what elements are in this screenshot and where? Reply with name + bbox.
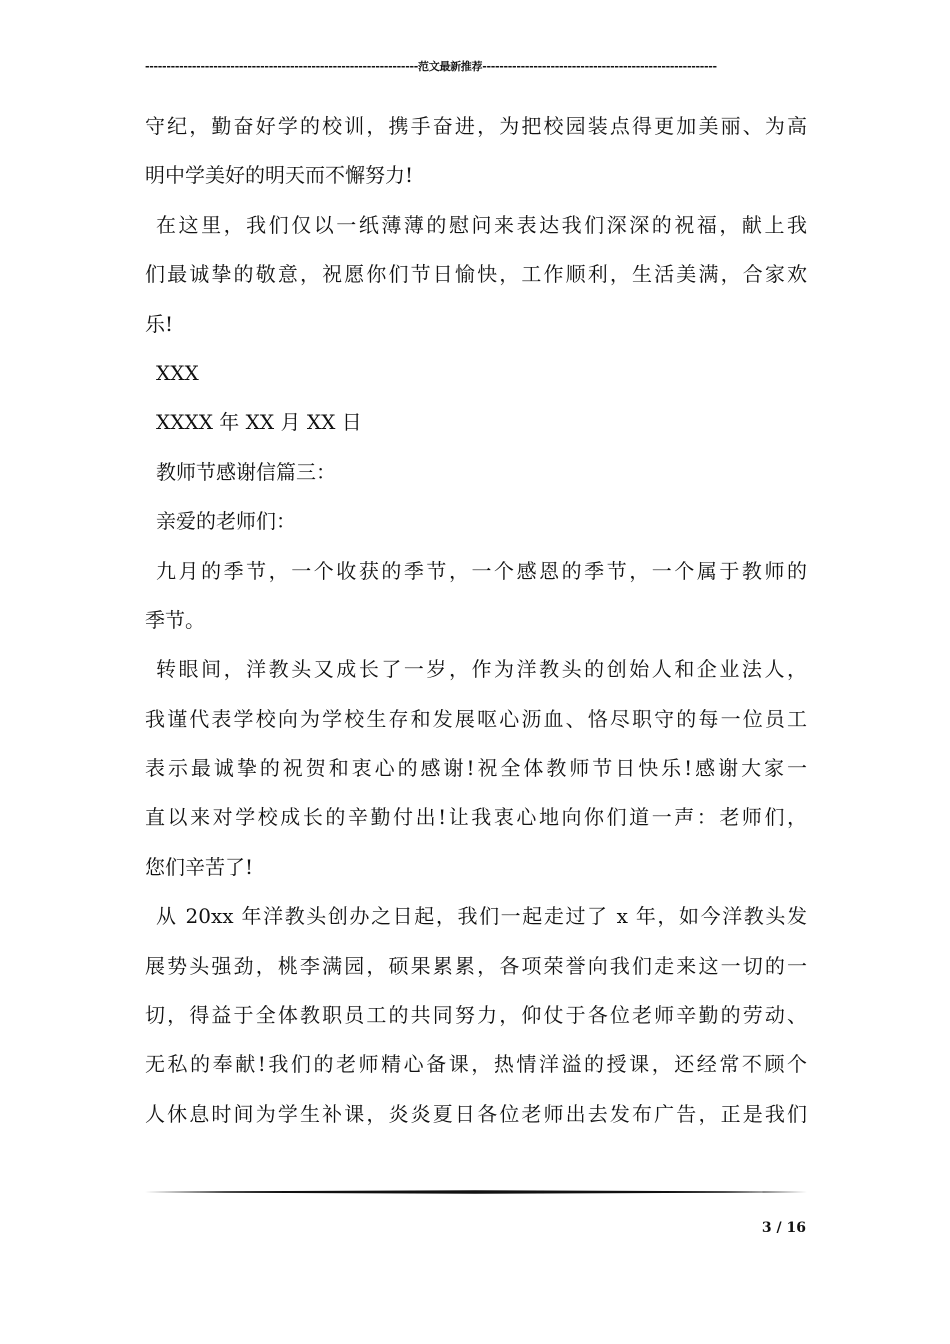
page-header	[145, 59, 805, 75]
text-line: 人休息时间为学生补课，炎炎夏日各位老师出去发布广告，正是我们	[145, 1101, 807, 1126]
text-line: 切，得益于全体教职员工的共同努力，仰仗于各位老师辛勤的劳动、	[145, 1003, 807, 1028]
text-line: 季节。	[145, 607, 205, 632]
footer-rule	[145, 1190, 807, 1194]
text-line: 您们辛苦了!	[145, 854, 254, 879]
text-line: 无私的奉献!我们的老师精心备课，热情洋溢的授课，还经常不顾个	[145, 1052, 807, 1077]
salutation: 亲爱的老师们：	[156, 509, 296, 534]
text-line: 我谨代表学校向为学校生存和发展呕心沥血、恪尽职守的每一位员工	[145, 706, 807, 731]
text-line: 九月的季节，一个收获的季节，一个感恩的季节，一个属于教师的	[156, 558, 807, 583]
text-line: 守纪，勤奋好学的校训，携手奋进，为把校园装点得更加美丽、为高	[145, 114, 807, 138]
document-body	[145, 102, 807, 1139]
text-line: 在这里，我们仅以一纸薄薄的慰问来表达我们深深的祝福，献上我	[156, 212, 807, 237]
text-line: 直以来对学校成长的辛勤付出!让我衷心地向你们道一声：老师们，	[145, 805, 807, 830]
text-line: 们最诚挚的敬意，祝愿你们节日愉快，工作顺利，生活美满，合家欢	[145, 262, 807, 287]
section-heading: 教师节感谢信篇三：	[156, 459, 336, 484]
header-right-dashes: -------------------------------------------------------	[482, 60, 717, 73]
page-number: 3 / 16	[761, 1220, 806, 1236]
signature-name: XXX	[156, 360, 199, 385]
signature-date: XXXX 年 XX 月 XX 日	[156, 410, 362, 435]
text-line: 表示最诚挚的祝贺和衷心的感谢!祝全体教师节日快乐!感谢大家一	[145, 756, 807, 781]
text-line: 转眼间，洋教头又成长了一岁，作为洋教头的创始人和企业法人，	[156, 657, 807, 682]
header-title: 范文最新推荐	[418, 60, 483, 73]
text-line: 从 20xx 年洋教头创办之日起，我们一起走过了 x 年，如今洋教头发	[156, 904, 807, 929]
header-left-dashes: ----------------------------------------------------------------	[145, 60, 418, 73]
text-line: 乐!	[145, 311, 174, 336]
text-line: 展势头强劲，桃李满园，硕果累累，各项荣誉向我们走来这一切的一	[145, 953, 807, 978]
text-line: 明中学美好的明天而不懈努力!	[145, 163, 414, 188]
